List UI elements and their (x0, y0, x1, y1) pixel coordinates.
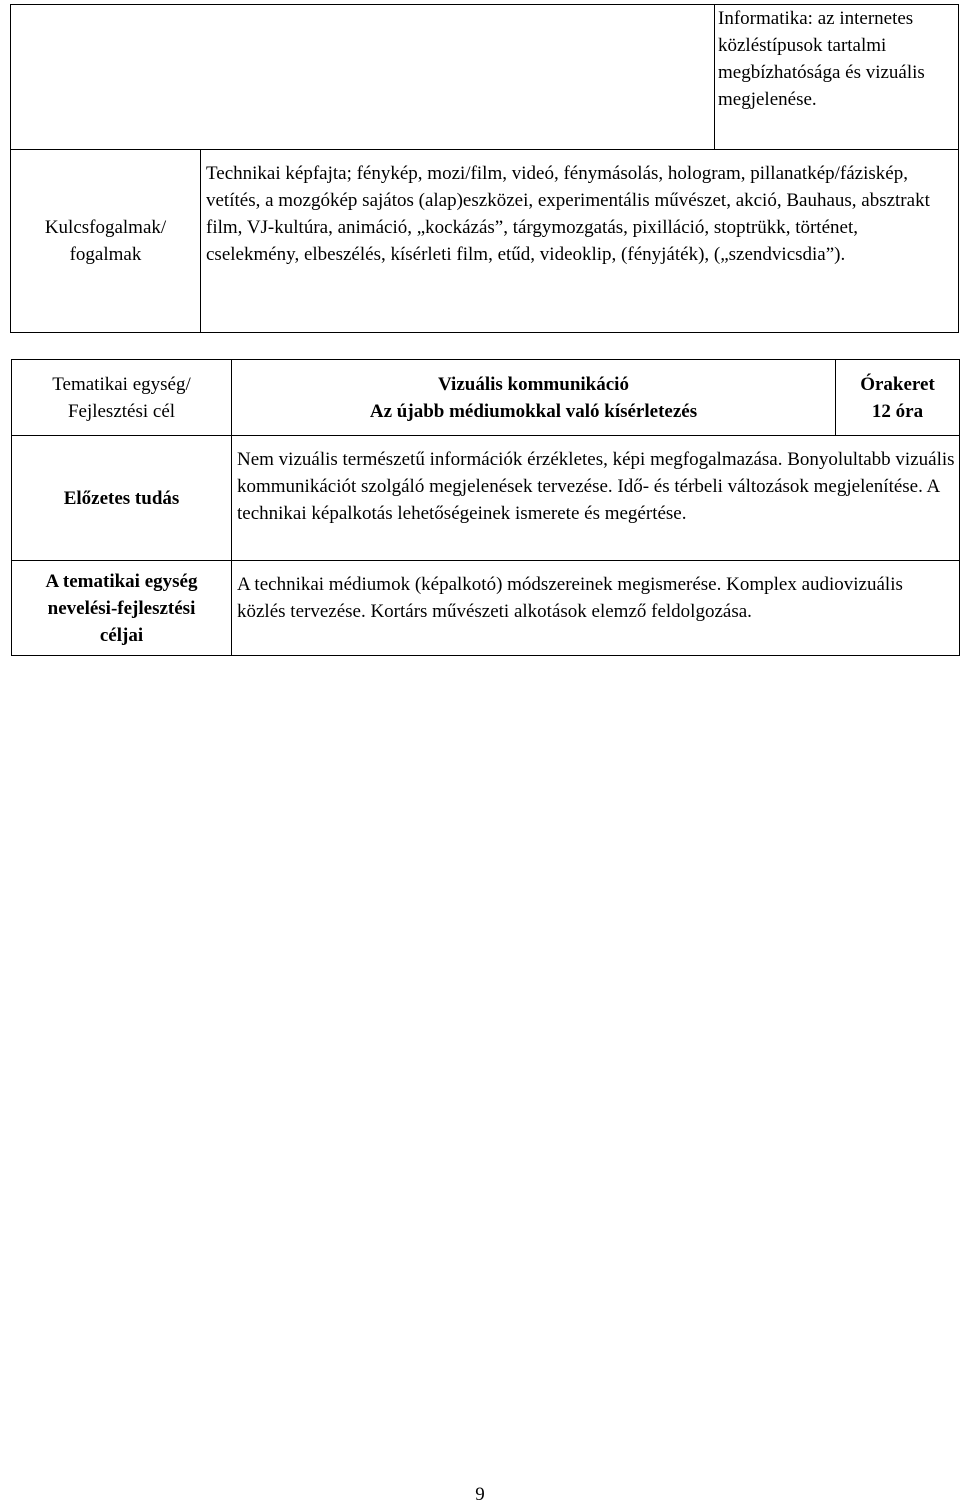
previous-row-note: Informatika: az internetes közléstípusok tartalmi megbízhatósága és vizuális megjelenése. (715, 5, 959, 150)
unit-label (12, 360, 232, 436)
prior-knowledge-label: Előzetes tudás (12, 436, 232, 561)
goals-label-line-1: A tematikai egység (45, 570, 198, 592)
hours-cell (836, 360, 960, 436)
key-concepts-table (10, 4, 959, 333)
goals-label-line-2: nevelési-fejlesztési (47, 597, 196, 619)
key-concepts-label-line-1: Kulcsfogalmak/ (44, 217, 167, 238)
unit-title (232, 360, 836, 436)
previous-row-empty-cell (11, 5, 715, 150)
unit-title-line-2: Az újabb médiumokkal való kísérletezés (369, 400, 698, 422)
hours-label: Órakeret (860, 373, 935, 395)
page-number: 9 (475, 1484, 485, 1505)
thematic-unit-table (11, 359, 960, 656)
goals-label (12, 561, 232, 656)
key-concepts-row (11, 150, 959, 333)
goals-label-line-3: céljai (99, 624, 144, 646)
hours-value: 12 óra (871, 400, 924, 422)
unit-label-line-1: Tematikai egység/ (52, 373, 191, 395)
unit-header-row (12, 360, 960, 436)
previous-row (11, 5, 959, 150)
key-concepts-label (11, 150, 201, 333)
goals-text: A technikai médiumok (képalkotó) módszereinek megismerése. Komplex audiovizuális közlés tervezése. Kortárs művészeti alkotások elemző feldolgozása. (232, 561, 960, 656)
prior-knowledge-text: Nem vizuális természetű információk érzékletes, képi megfogalmazása. Bonyolultabb vizuális kommunikációt szolgáló megjelenések tervezése. Idő- és térbeli változások megjelenítése. A technikai képalkotás lehetőségeinek ismerete és megértése. (232, 436, 960, 561)
key-concepts-label-line-2: fogalmak (69, 244, 142, 265)
prior-knowledge-row (12, 436, 960, 561)
goals-row (12, 561, 960, 656)
unit-title-line-1: Vizuális kommunikáció (438, 373, 629, 395)
key-concepts-text: Technikai képfajta; fénykép, mozi/film, videó, fénymásolás, hologram, pillanatkép/fáziskép, vetítés, a mozgókép sajátos (alap)eszközei, experimentális művészet, akció, Bauhaus, absztrakt film, VJ-kultúra, animáció, „kockázás”, tárgymozgatás, pixilláció, stoptrükk, történet, cselekmény, elbeszélés, kísérleti film, etűd, videoklip, (fényjáték), („szendvicsdia”). (201, 150, 959, 333)
unit-label-line-2: Fejlesztési cél (67, 400, 176, 422)
